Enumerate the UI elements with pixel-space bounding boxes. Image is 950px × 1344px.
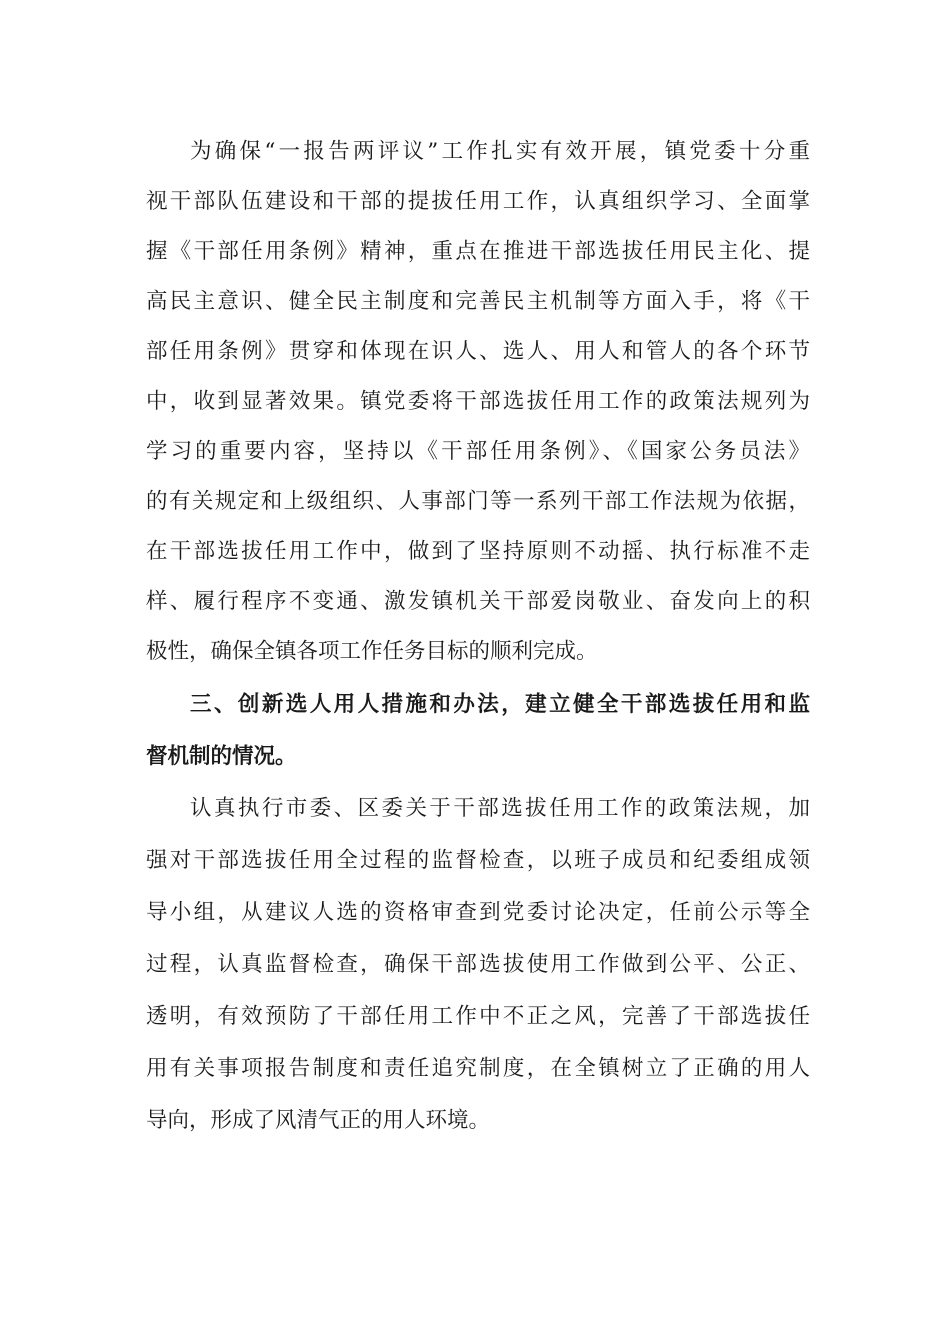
paragraph-line: 视干部队伍建设和干部的提拔任用工作，认真组织学习、全面掌 xyxy=(146,189,810,214)
paragraph-line: 用有关事项报告制度和责任追究制度，在全镇树立了正确的用人 xyxy=(146,1056,810,1081)
paragraph-line: 极性，确保全镇各项工作任务目标的顺利完成。 xyxy=(146,639,598,664)
paragraph-line: 导小组，从建议人选的资格审查到党委讨论决定，任前公示等全 xyxy=(146,900,810,925)
paragraph-line: 的有关规定和上级组织、人事部门等一系列干部工作法规为依据， xyxy=(146,489,810,514)
paragraph-line: 强对干部选拔任用全过程的监督检查，以班子成员和纪委组成领 xyxy=(146,848,810,873)
paragraph-line: 中，收到显著效果。镇党委将干部选拔任用工作的政策法规列为 xyxy=(146,389,810,414)
heading-line: 三、创新选人用人措施和办法，建立健全干部选拔任用和监 xyxy=(190,692,810,717)
paragraph-line: 高民主意识、健全民主制度和完善民主机制等方面入手，将《干 xyxy=(146,289,810,314)
paragraph-line: 为确保“一报告两评议”工作扎实有效开展，镇党委十分重 xyxy=(190,139,810,164)
paragraph-line: 握《干部任用条例》精神，重点在推进干部选拔任用民主化、提 xyxy=(146,239,810,264)
paragraph-line: 认真执行市委、区委关于干部选拔任用工作的政策法规，加 xyxy=(190,796,810,821)
paragraph-line: 在干部选拔任用工作中，做到了坚持原则不动摇、执行标准不走 xyxy=(146,539,810,564)
paragraph-line: 导向，形成了风清气正的用人环境。 xyxy=(146,1108,491,1133)
heading-line: 督机制的情况。 xyxy=(146,744,297,769)
paragraph-line: 透明，有效预防了干部任用工作中不正之风，完善了干部选拔任 xyxy=(146,1004,810,1029)
paragraph-line: 样、履行程序不变通、激发镇机关干部爱岗敬业、奋发向上的积 xyxy=(146,589,810,614)
paragraph-line: 学习的重要内容，坚持以《干部任用条例》、《国家公务员法》 xyxy=(146,439,810,464)
paragraph-line: 过程，认真监督检查，确保干部选拔使用工作做到公平、公正、 xyxy=(146,952,810,977)
paragraph-line: 部任用条例》贯穿和体现在识人、选人、用人和管人的各个环节 xyxy=(146,339,810,364)
